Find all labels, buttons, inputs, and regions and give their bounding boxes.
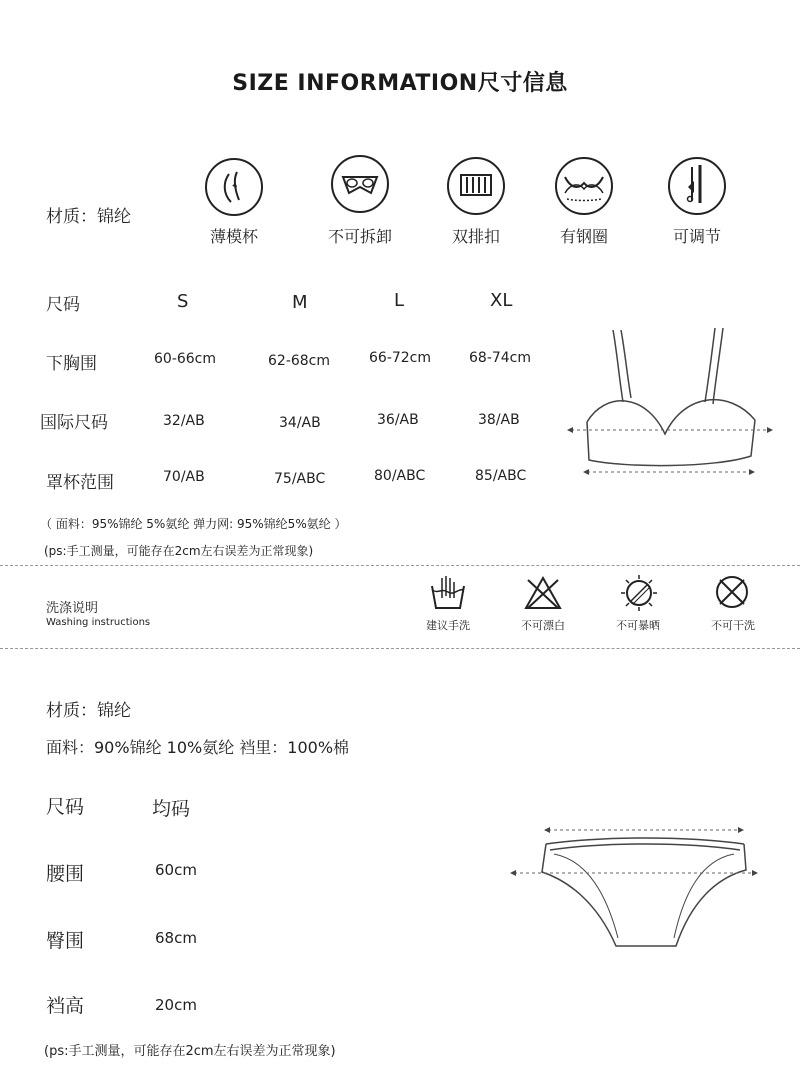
panty-material-label: 材质：锦纶	[46, 701, 131, 721]
waist-label: 腰围	[46, 863, 85, 885]
table-cell: 60-66cm	[154, 351, 217, 367]
section-divider	[0, 565, 800, 566]
table-cell: 34/AB	[279, 415, 321, 431]
cup-range-label: 罩杯范围	[46, 473, 114, 493]
table-cell: 32/AB	[163, 413, 205, 429]
wash-item-label: 不可干洗	[711, 619, 755, 632]
table-cell: 75/ABC	[274, 471, 326, 487]
panty-size-label: 尺码	[46, 796, 85, 818]
table-cell: 38/AB	[478, 412, 520, 428]
table-cell: 66-72cm	[369, 350, 432, 366]
double-hook-icon	[447, 157, 505, 215]
measurement-note: (ps:手工测量，可能存在2cm左右误差为正常现象)	[44, 544, 314, 558]
wash-label-cn: 洗涤说明	[46, 601, 99, 616]
panty-fabric-line: 面料：90%锦纶 10%氨纶 裆里：100%棉	[46, 738, 350, 757]
wash-item-label: 建议手洗	[426, 619, 470, 632]
wash-item-label: 不可漂白	[521, 619, 565, 632]
feature-label: 双排扣	[451, 227, 500, 246]
thin-cup-icon	[205, 158, 263, 216]
panty-size-value: 均码	[152, 798, 191, 820]
feature-label: 不可拆卸	[327, 227, 392, 246]
rise-label: 裆高	[46, 995, 85, 1017]
table-cell: 36/AB	[377, 412, 419, 428]
rise-value: 20cm	[155, 996, 197, 1014]
size-s: S	[177, 291, 189, 312]
adjustable-strap-icon	[668, 157, 726, 215]
size-l: L	[394, 290, 405, 311]
wash-item-label: 不可暴晒	[616, 619, 660, 632]
feature-label: 薄模杯	[209, 227, 258, 246]
section-divider	[0, 648, 800, 649]
no-sun-dry-icon	[619, 573, 659, 613]
table-cell: 85/ABC	[475, 468, 527, 484]
hand-wash-icon	[428, 574, 468, 612]
underbust-label: 下胸围	[46, 354, 97, 374]
table-cell: 80/ABC	[374, 468, 426, 484]
no-bleach-icon	[524, 576, 562, 610]
fabric-note: （ 面料：95%锦纶 5%氨纶 弹力网: 95%锦纶5%氨纶 ）	[40, 517, 347, 531]
panty-diagram	[506, 820, 762, 960]
intl-size-label: 国际尺码	[40, 413, 108, 433]
bra-diagram	[565, 322, 775, 482]
bra-material-label: 材质：锦纶	[46, 207, 131, 227]
table-cell: 68-74cm	[469, 350, 532, 366]
hip-label: 臀围	[46, 930, 85, 952]
feature-label: 有钢圈	[559, 227, 608, 246]
table-cell: 70/AB	[163, 469, 205, 485]
page-title: SIZE INFORMATION尺寸信息	[232, 71, 568, 96]
size-label: 尺码	[46, 295, 80, 315]
non-removable-icon	[331, 155, 389, 213]
size-xl: XL	[490, 290, 513, 311]
underwire-icon	[555, 157, 613, 215]
panty-measurement-note: (ps:手工测量，可能存在2cm左右误差为正常现象)	[44, 1044, 336, 1059]
table-cell: 62-68cm	[268, 353, 331, 369]
feature-label: 可调节	[672, 227, 721, 246]
hip-value: 68cm	[155, 929, 197, 947]
size-m: M	[292, 292, 308, 313]
waist-value: 60cm	[155, 861, 197, 879]
wash-label-en: Washing instructions	[46, 617, 151, 628]
no-dry-clean-icon	[714, 574, 750, 610]
